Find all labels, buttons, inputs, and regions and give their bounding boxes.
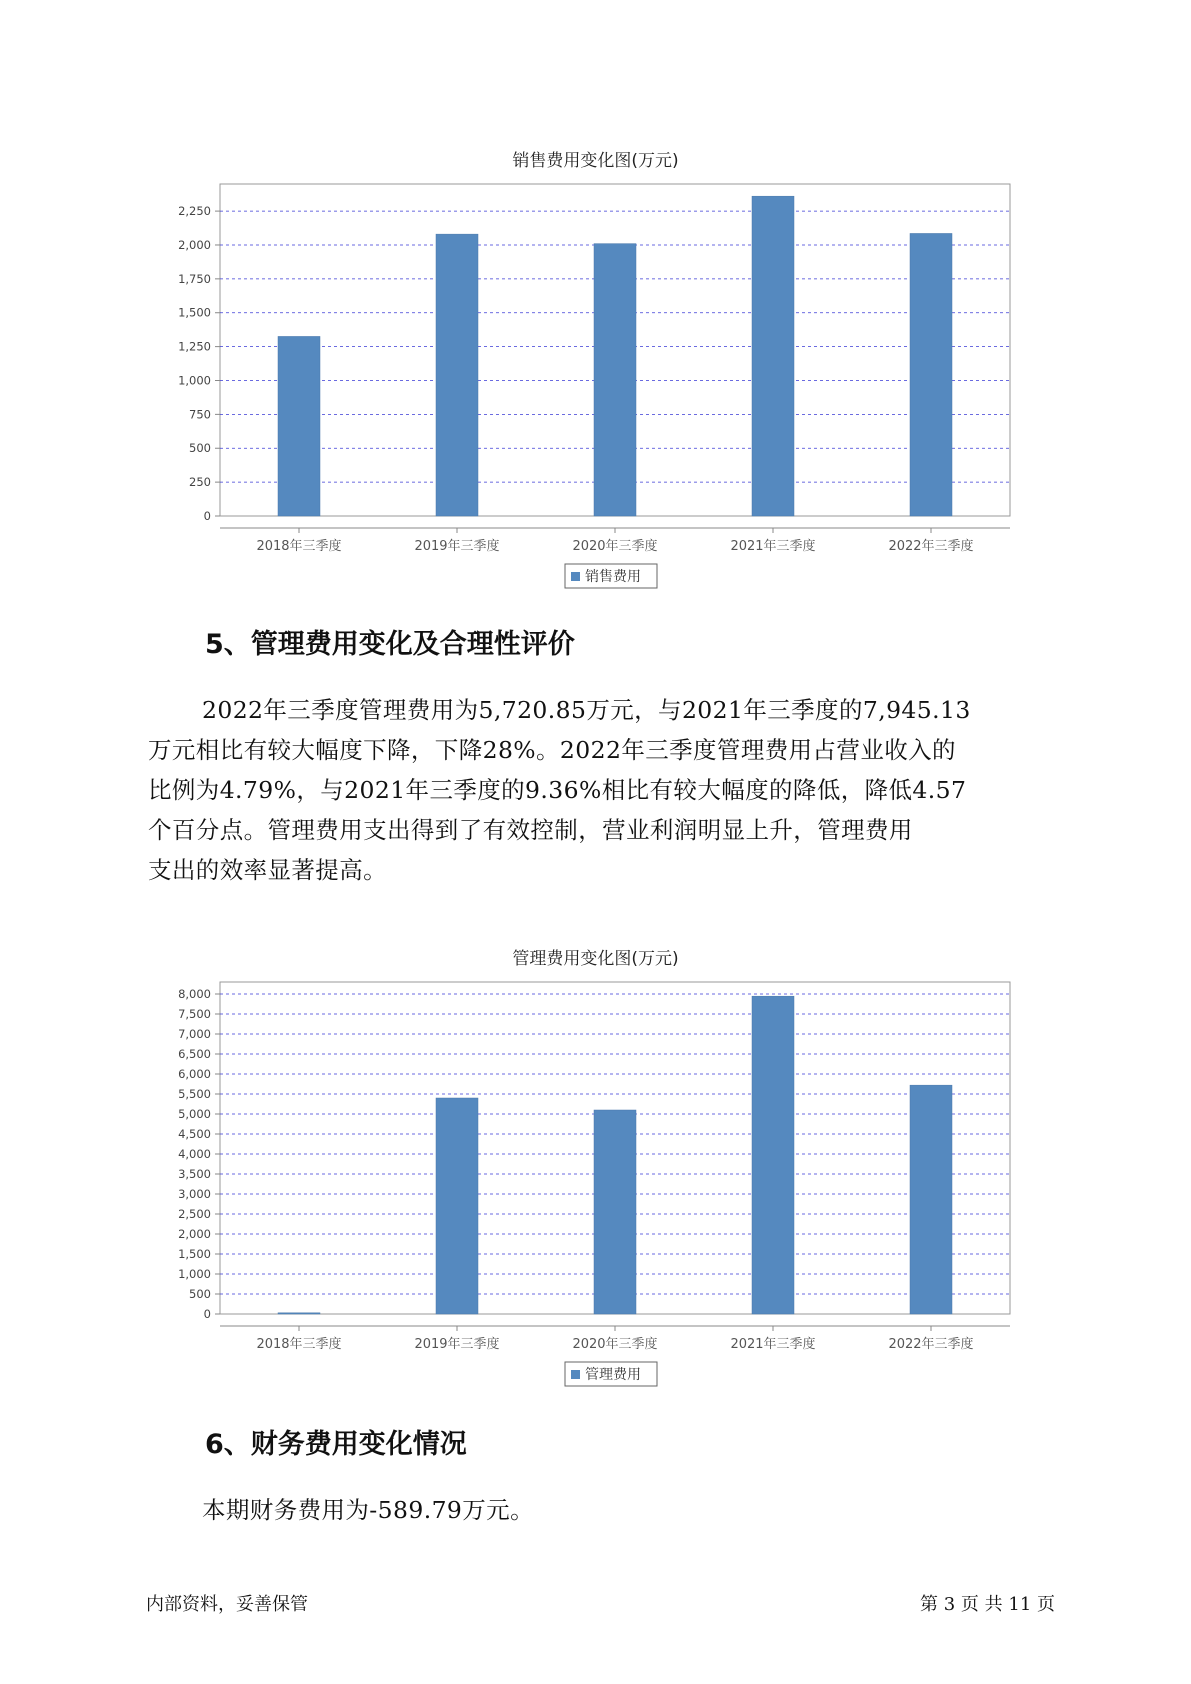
section-heading: 6、财务费用变化情况 xyxy=(205,1429,467,1460)
y-tick-label: 5,000 xyxy=(178,1107,211,1121)
legend-label: 销售费用 xyxy=(585,569,641,585)
page-number: 第 3 页 共 11 页 xyxy=(920,1594,1055,1615)
y-tick-label: 500 xyxy=(189,441,211,456)
legend-label: 管理费用 xyxy=(585,1367,641,1383)
chart-title: 销售费用变化图(万元) xyxy=(512,151,679,171)
y-tick-label: 4,000 xyxy=(178,1147,211,1161)
x-tick-label: 2022年三季度 xyxy=(888,1337,974,1352)
y-tick-label: 3,500 xyxy=(178,1167,211,1181)
paragraph-line: 比例为4.79%，与2021年三季度的9.36%相比有较大幅度的降低，降低4.57 xyxy=(148,776,967,804)
y-tick-label: 3,000 xyxy=(178,1187,211,1201)
sales-expense-chart xyxy=(0,180,1191,590)
x-tick-label: 2021年三季度 xyxy=(730,1337,816,1352)
paragraph-line: 个百分点。管理费用支出得到了有效控制，营业利润明显上升，管理费用 xyxy=(148,816,913,844)
y-tick-label: 2,000 xyxy=(178,1227,211,1241)
y-tick-label: 0 xyxy=(203,1307,211,1321)
paragraph: 本期财务费用为-589.79万元。 xyxy=(202,1496,534,1524)
x-tick-label: 2022年三季度 xyxy=(888,539,974,554)
y-tick-label: 7,500 xyxy=(178,1007,211,1021)
y-tick-label: 2,000 xyxy=(178,237,211,252)
footer-note: 内部资料，妥善保管 xyxy=(146,1594,308,1615)
y-tick-label: 1,000 xyxy=(178,373,211,388)
x-tick-label: 2020年三季度 xyxy=(572,1337,658,1352)
y-tick-label: 1,250 xyxy=(178,339,211,354)
y-tick-label: 1,750 xyxy=(178,271,211,286)
admin-expense-chart xyxy=(0,978,1191,1388)
y-tick-label: 2,250 xyxy=(178,204,211,219)
y-tick-label: 1,500 xyxy=(178,1247,211,1261)
legend-swatch xyxy=(571,572,580,581)
y-tick-label: 250 xyxy=(189,475,211,490)
y-tick-label: 6,500 xyxy=(178,1047,211,1061)
x-tick-label: 2020年三季度 xyxy=(572,539,658,554)
bar xyxy=(436,1098,478,1314)
x-tick-label: 2018年三季度 xyxy=(256,1337,342,1352)
x-tick-label: 2018年三季度 xyxy=(256,539,342,554)
x-tick-label: 2019年三季度 xyxy=(414,1337,500,1352)
x-tick-label: 2019年三季度 xyxy=(414,539,500,554)
y-tick-label: 750 xyxy=(189,407,211,422)
paragraph-line: 万元相比有较大幅度下降，下降28%。2022年三季度管理费用占营业收入的 xyxy=(148,736,956,764)
paragraph xyxy=(148,690,1053,890)
y-tick-label: 0 xyxy=(203,509,211,523)
y-tick-label: 1,000 xyxy=(178,1267,211,1281)
bar xyxy=(436,234,478,516)
y-tick-label: 8,000 xyxy=(178,987,211,1001)
bar xyxy=(910,233,952,516)
y-tick-label: 2,500 xyxy=(178,1207,211,1221)
bar xyxy=(594,244,636,516)
bar xyxy=(594,1110,636,1314)
y-tick-label: 5,500 xyxy=(178,1087,211,1101)
paragraph-line: 2022年三季度管理费用为5,720.85万元，与2021年三季度的7,945.13 xyxy=(202,696,971,724)
bar xyxy=(752,196,794,516)
y-tick-label: 1,500 xyxy=(178,305,211,320)
bar xyxy=(752,996,794,1314)
x-tick-label: 2021年三季度 xyxy=(730,539,816,554)
bar xyxy=(278,1313,320,1314)
legend-swatch xyxy=(571,1370,580,1379)
y-tick-label: 6,000 xyxy=(178,1067,211,1081)
bar xyxy=(910,1085,952,1314)
chart-title: 管理费用变化图(万元) xyxy=(512,949,679,969)
y-tick-label: 4,500 xyxy=(178,1127,211,1141)
section-heading: 5、管理费用变化及合理性评价 xyxy=(205,629,575,660)
paragraph-line: 支出的效率显著提高。 xyxy=(148,856,387,884)
bar xyxy=(278,336,320,516)
y-tick-label: 500 xyxy=(189,1287,211,1301)
y-tick-label: 7,000 xyxy=(178,1027,211,1041)
